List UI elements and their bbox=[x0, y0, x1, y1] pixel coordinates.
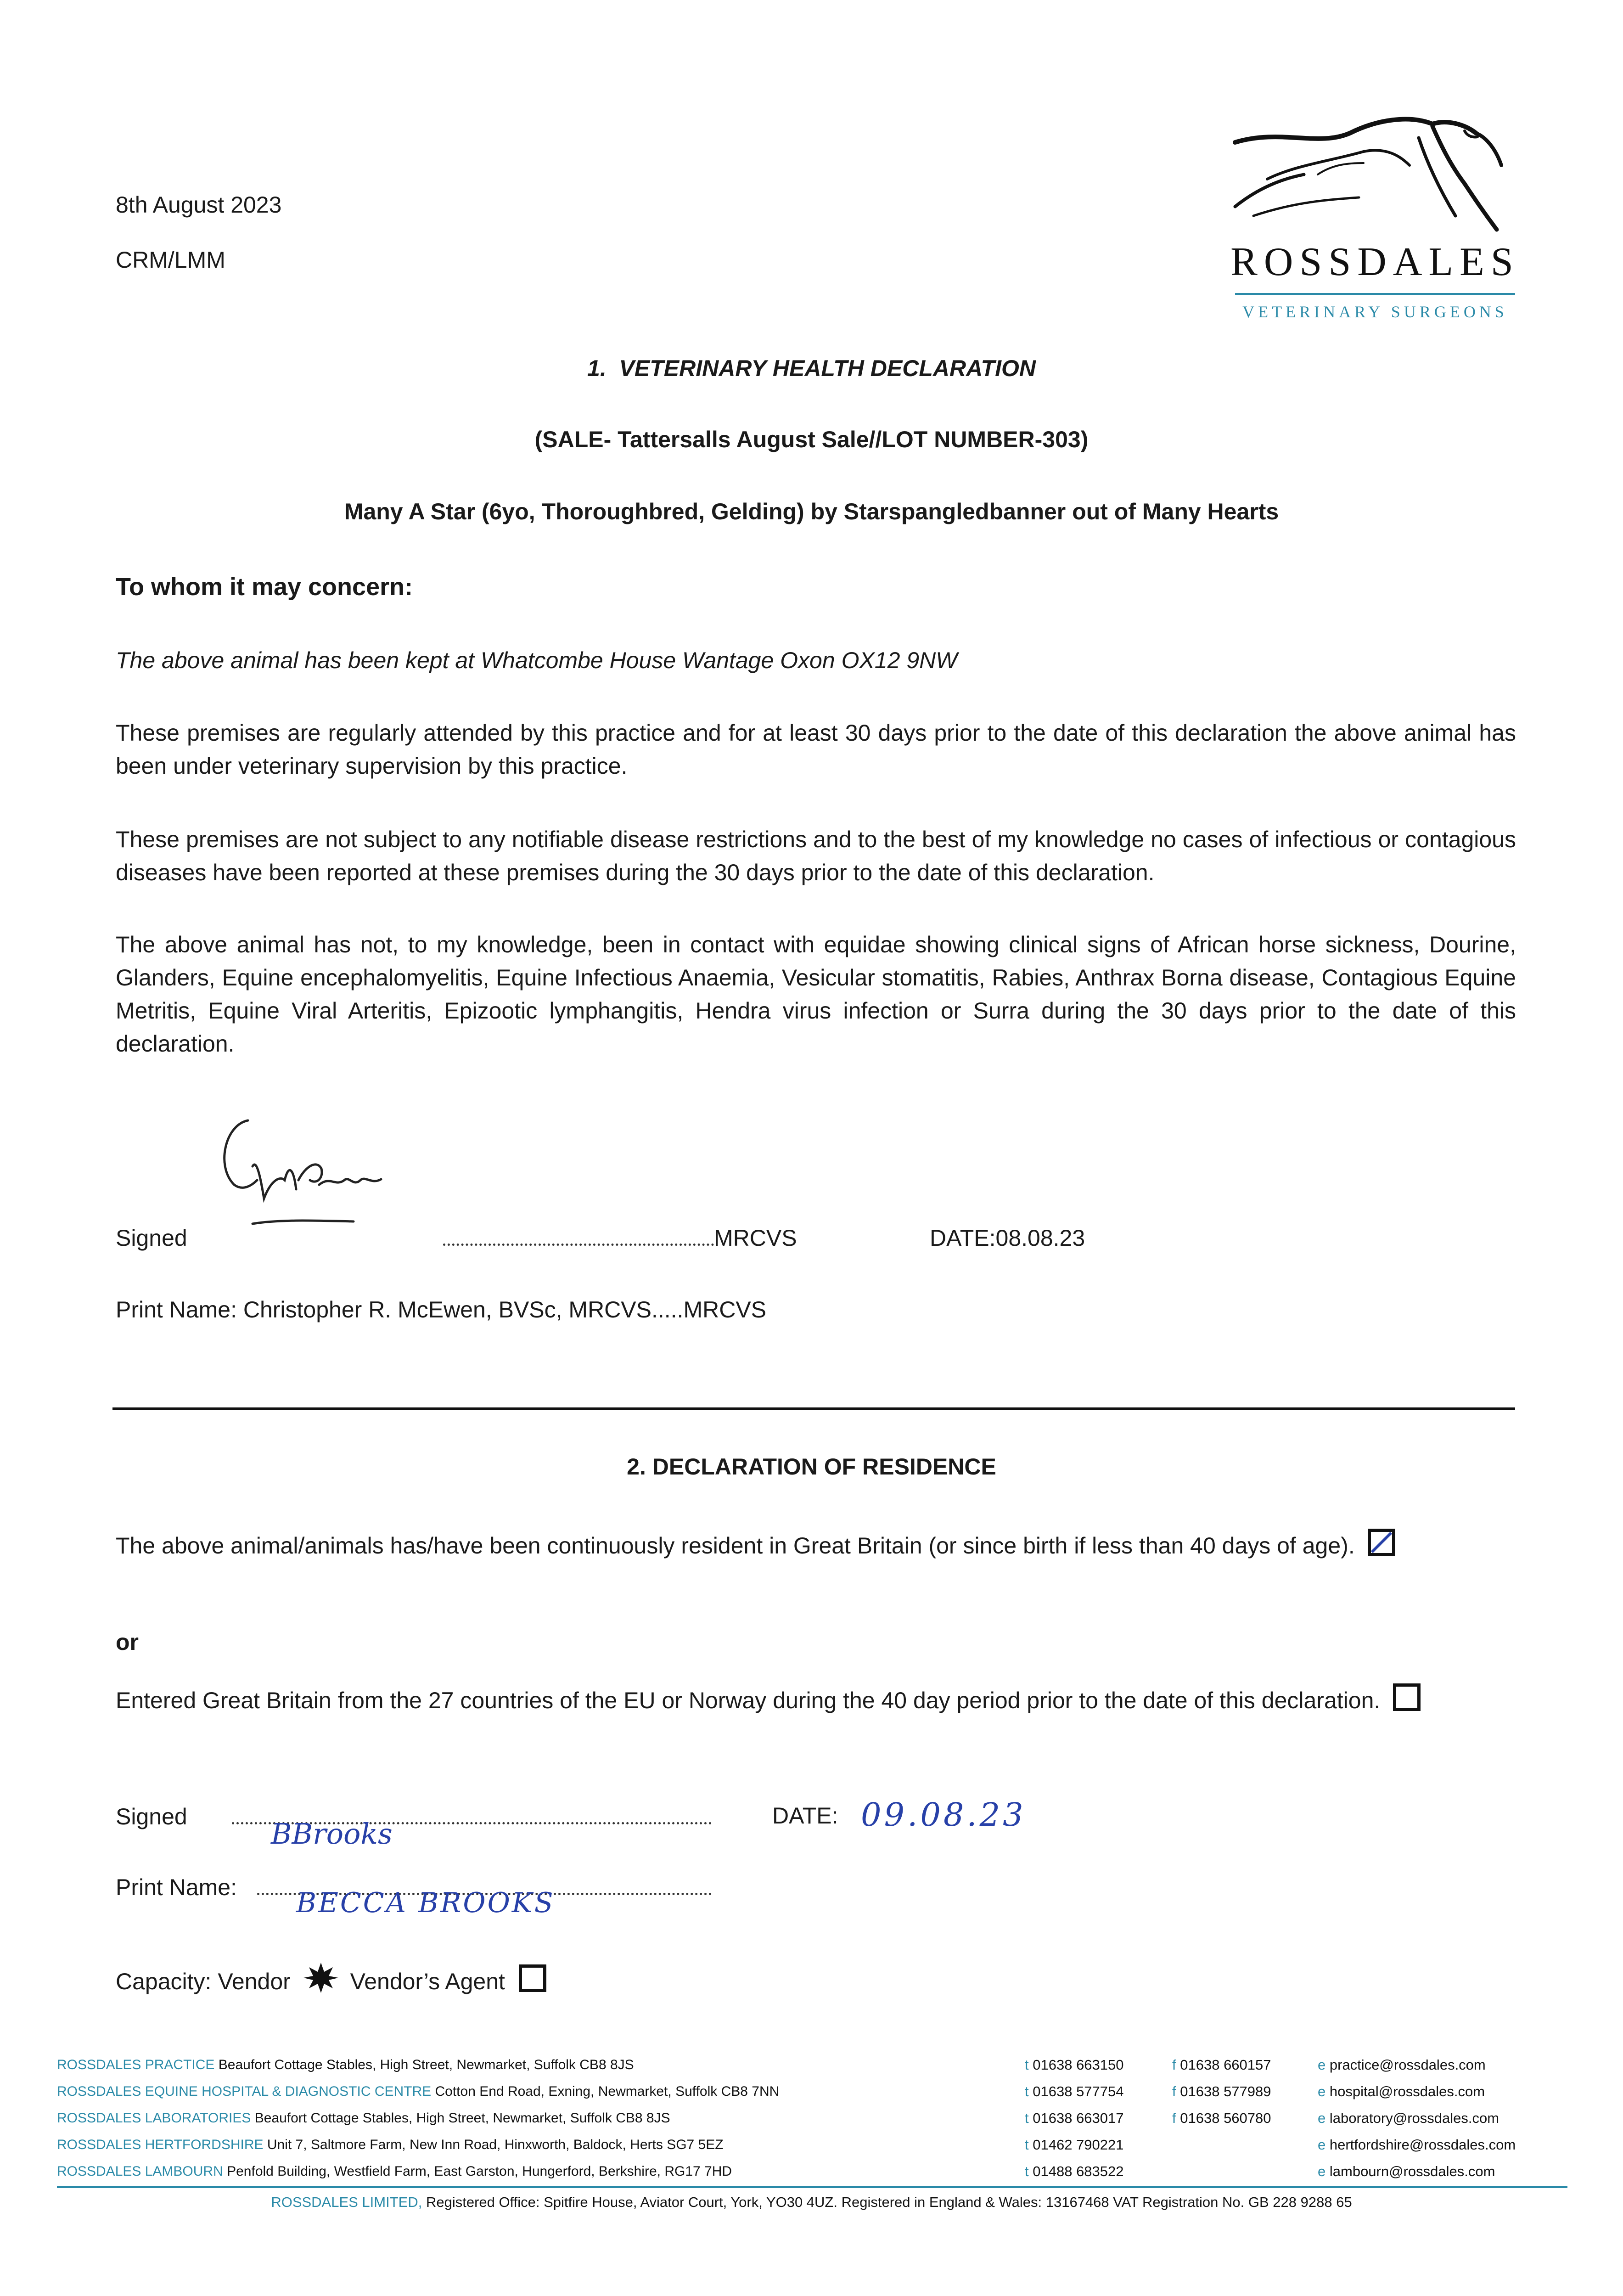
footer-phone: 01638 663150 bbox=[1033, 2057, 1124, 2073]
footer-phone: 01462 790221 bbox=[1033, 2137, 1124, 2153]
footer-fax: 01638 660157 bbox=[1180, 2057, 1271, 2073]
footer-email[interactable]: laboratory@rossdales.com bbox=[1329, 2110, 1499, 2126]
vendor-signature-dots bbox=[232, 1817, 712, 1851]
resident-checkbox[interactable] bbox=[1368, 1529, 1395, 1556]
footer-emails: e practice@rossdales.com e hospital@rossdales.com e laboratory@rossdales.com e hertfordshire@rossdales.com e lambourn@rossdales.com bbox=[1318, 2057, 1516, 2179]
footer-email[interactable]: practice@rossdales.com bbox=[1329, 2057, 1486, 2073]
footer-org: ROSSDALES EQUINE HOSPITAL & DIAGNOSTIC CENTRE bbox=[57, 2084, 432, 2099]
vet-signature-line bbox=[443, 1221, 797, 1255]
horse-description: Many A Star (6yo, Thoroughbred, Gelding) by Starspangledbanner out of Many Hearts bbox=[344, 499, 1279, 524]
footer-phone: 01638 663017 bbox=[1033, 2110, 1124, 2126]
footer-org: ROSSDALES PRACTICE bbox=[57, 2057, 215, 2072]
vet-signature-dots bbox=[443, 1244, 714, 1246]
or-label: or bbox=[116, 1629, 139, 1655]
horse-logo-icon bbox=[1226, 110, 1524, 248]
residence-option-resident bbox=[116, 1520, 1516, 1571]
footer-fax: 01638 577989 bbox=[1180, 2083, 1271, 2099]
logo-divider bbox=[1235, 293, 1515, 295]
footer-email[interactable]: lambourn@rossdales.com bbox=[1329, 2163, 1495, 2179]
entered-checkbox[interactable] bbox=[1393, 1683, 1421, 1711]
vendor-print-dots bbox=[257, 1887, 712, 1919]
supervision-paragraph: These premises are regularly attended by this practice and for at least 30 days prior to the date of this declaration the above animal has been under veterinary supervision by this practice. bbox=[116, 720, 1516, 779]
vet-signature-date: DATE:08.08.23 bbox=[930, 1225, 1085, 1251]
footer-row bbox=[57, 2052, 998, 2078]
footer-org: ROSSDALES LAMBOURN bbox=[57, 2164, 223, 2179]
footer-faxes: f 01638 660157 f 01638 577989 f 01638 560780 bbox=[1172, 2057, 1271, 2126]
premises-paragraph: The above animal has been kept at Whatcombe House Wantage Oxon OX12 9NW bbox=[116, 647, 958, 673]
footer-row bbox=[57, 2158, 998, 2185]
registered-details: Registered Office: Spitfire House, Aviator Court, York, YO30 4UZ. Registered in England & Wales: 13167468 VAT Registration No. GB 228 9288 65 bbox=[426, 2194, 1352, 2210]
starburst-mark-icon bbox=[303, 1962, 339, 1994]
vet-signed-label: Signed bbox=[116, 1225, 187, 1251]
letter-date: 8th August 2023 bbox=[116, 192, 282, 218]
footer-address: Beaufort Cottage Stables, High Street, Newmarket, Suffolk CB8 8JS bbox=[218, 2057, 634, 2072]
section-divider bbox=[112, 1407, 1515, 1410]
footer-email[interactable]: hospital@rossdales.com bbox=[1329, 2083, 1485, 2099]
footer-phones: t 01638 663150 t 01638 577754 t 01638 663017 t 01462 790221 t 01488 683522 bbox=[1025, 2057, 1124, 2179]
vet-signature bbox=[207, 1111, 445, 1231]
vendor-date-label: DATE: bbox=[772, 1803, 838, 1829]
capacity-agent-label: Vendor’s Agent bbox=[350, 1969, 505, 1994]
capacity-vendor-label: Capacity: Vendor bbox=[116, 1969, 291, 1994]
footer-divider bbox=[57, 2186, 1567, 2188]
section1-number: 1. bbox=[587, 355, 607, 381]
capacity-row bbox=[116, 1962, 546, 1998]
vendor-signature: BBrooks bbox=[271, 1817, 393, 1851]
vendor-print-value: BECCA BROOKS bbox=[296, 1887, 555, 1919]
footer-addresses bbox=[57, 2052, 998, 2185]
registered-org: ROSSDALES LIMITED, bbox=[271, 2194, 422, 2210]
footer-org: ROSSDALES LABORATORIES bbox=[57, 2110, 251, 2126]
rossdales-logo bbox=[1226, 110, 1524, 331]
vendor-signature-line bbox=[232, 1800, 712, 1851]
footer-org: ROSSDALES HERTFORDSHIRE bbox=[57, 2137, 264, 2152]
section1-title: VETERINARY HEALTH DECLARATION bbox=[619, 355, 1036, 381]
registered-office bbox=[0, 2189, 1623, 2215]
vendor-selected-mark[interactable] bbox=[303, 1962, 339, 1994]
agent-checkbox[interactable] bbox=[519, 1964, 546, 1992]
vendor-print-label: Print Name: bbox=[116, 1874, 237, 1900]
vet-print-name: Print Name: Christopher R. McEwen, BVSc, MRCVS.....MRCVS bbox=[116, 1297, 767, 1322]
footer-phone: 01638 577754 bbox=[1033, 2083, 1124, 2099]
footer-row bbox=[57, 2132, 998, 2158]
residence-option-entered bbox=[116, 1675, 1516, 1726]
vendor-signed-label: Signed bbox=[116, 1804, 187, 1829]
section2-heading: 2. DECLARATION OF RESIDENCE bbox=[627, 1454, 996, 1480]
footer-address: Beaufort Cottage Stables, High Street, Newmarket, Suffolk CB8 8JS bbox=[254, 2110, 670, 2126]
vet-signature-icon bbox=[207, 1111, 445, 1231]
logo-tagline: VETERINARY SURGEONS bbox=[1242, 303, 1508, 321]
vendor-print-line bbox=[257, 1871, 712, 1919]
sale-line: (SALE- Tattersalls August Sale//LOT NUMBER-303) bbox=[534, 427, 1089, 452]
footer-row bbox=[57, 2105, 998, 2132]
footer-address: Unit 7, Saltmore Farm, New Inn Road, Hinxworth, Baldock, Herts SG7 5EZ bbox=[267, 2137, 724, 2152]
contact-paragraph: The above animal has not, to my knowledge, been in contact with equidae showing clinical signs of African horse sickness, Dourine, Glanders, Equine encephalomyelitis, Equine Infectious Anaemia, Vesicular stomatitis, Rabies, Anthrax Borna disease, Contagious Equine Metritis, Equine Viral Arteritis, Epizootic lymphangitis, Hendra virus infection or Surra during the 30 days prior to the date of this declaration. bbox=[116, 932, 1516, 1057]
vet-mrcvs-suffix: MRCVS bbox=[714, 1225, 797, 1251]
checkbox-mark-icon bbox=[1371, 1532, 1392, 1553]
logo-wordmark: ROSSDALES bbox=[1230, 240, 1520, 284]
footer-fax: 01638 560780 bbox=[1180, 2110, 1271, 2126]
residence-option-resident-text: The above animal/animals has/have been continuously resident in Great Britain (or since birth if less than 40 days of age). bbox=[116, 1533, 1355, 1559]
section1-heading bbox=[0, 352, 1623, 385]
footer-address: Cotton End Road, Exning, Newmarket, Suffolk CB8 7NN bbox=[435, 2084, 780, 2099]
footer-email[interactable]: hertfordshire@rossdales.com bbox=[1329, 2137, 1516, 2153]
residence-option-entered-text: Entered Great Britain from the 27 countries of the EU or Norway during the 40 day period prior to the date of this declaration. bbox=[116, 1688, 1381, 1713]
vendor-date-value: 09.08.23 bbox=[861, 1796, 1026, 1834]
salutation: To whom it may concern: bbox=[116, 573, 413, 601]
restrictions-paragraph: These premises are not subject to any notifiable disease restrictions and to the best of my knowledge no cases of infectious or contagious diseases have been reported at these premises during the 30 days prior to the date of this declaration. bbox=[116, 827, 1516, 885]
letter-reference: CRM/LMM bbox=[116, 247, 225, 273]
footer-row bbox=[57, 2078, 998, 2105]
footer-phone: 01488 683522 bbox=[1033, 2163, 1124, 2179]
footer-address: Penfold Building, Westfield Farm, East Garston, Hungerford, Berkshire, RG17 7HD bbox=[227, 2164, 732, 2179]
